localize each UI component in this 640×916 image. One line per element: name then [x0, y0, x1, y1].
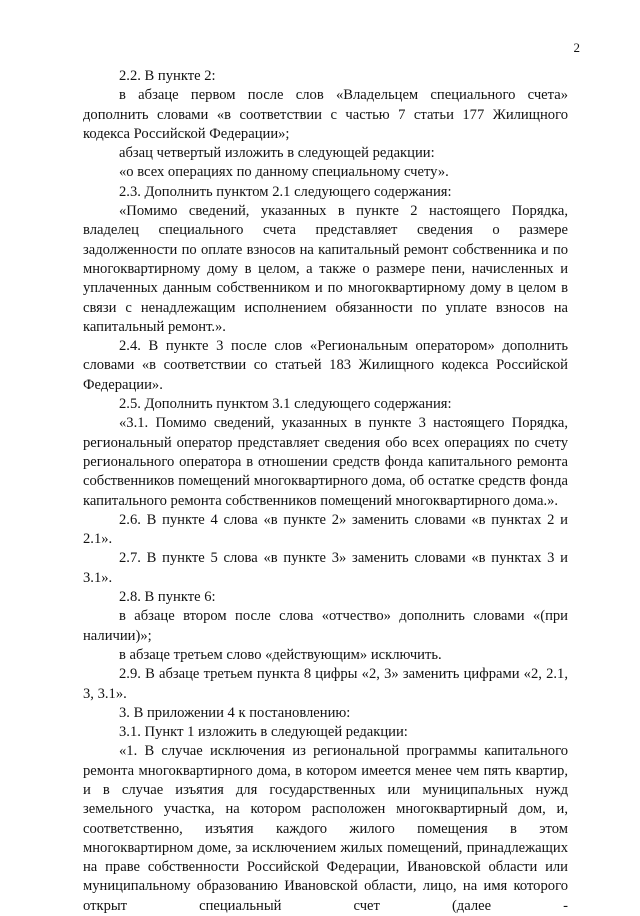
paragraph: 3.1. Пункт 1 изложить в следующей редакции:: [119, 724, 408, 741]
paragraph: 2.8. В пункте 6:: [119, 589, 216, 606]
paragraph: 2.5. Дополнить пунктом 3.1 следующего содержания:: [119, 396, 452, 413]
paragraph: 2.3. Дополнить пунктом 2.1 следующего содержания:: [119, 183, 452, 200]
paragraph: 3. В приложении 4 к постановлению:: [119, 704, 351, 721]
paragraph: 2.6. В пункте 4 слова «в пункте 2» заменить словами «в пунктах 2 и 2.1».: [83, 511, 568, 548]
paragraph: 2.2. В пункте 2:: [119, 68, 216, 84]
paragraph: 2.4. В пункте 3 после слов «Региональным оператором» дополнить словами «в соответствии со статьей 183 Жилищного кодекса Российской Федерации».: [83, 338, 568, 393]
paragraph: в абзаце втором после слова «отчество» дополнить словами «(при наличии)»;: [83, 608, 568, 644]
paragraph: в абзаце третьем слово «действующим» исключить.: [119, 646, 442, 663]
paragraph: 2.9. В абзаце третьем пункта 8 цифры «2, 3» заменить цифрами «2, 2.1, 3, 3.1».: [83, 666, 568, 702]
paragraph: «Помимо сведений, указанных в пункте 2 настоящего Порядка, владелец специального счета представляет сведения о размере задолженности по оплате взносов на капитальный ремонт собственника и по многоквартирному дому в целом, а также о размере пени, начисленных и уплаченных данным собственником и по многоквартирному дому в целом в связи с ненадлежащим исполнением обязанности по уплате взносов на капитальный ремонт.».: [83, 203, 568, 335]
page-number: 2: [573, 40, 580, 55]
paragraph: «1. В случае исключения из региональной программы капитального ремонта многоквартирного дома, в котором имеется менее чем пять квартир, и в случае изъятия для государственных или муниципальных нужд земельного участка, на котором расположен многоквартирный дом, и, соответственно, изъятия каждого жилого помещения в этом многоквартирном доме, за исключением жилых помещений, принадлежащих на праве собственности Российской Федерации, Ивановской области или муниципальному образованию Ивановской области, лицо, на имя которого открыт специальный счет (далее -: [83, 743, 568, 914]
paragraph: «3.1. Помимо сведений, указанных в пункте 3 настоящего Порядка, региональный оператор представляет сведения обо всех операциях по счету регионального оператора в отношении средств фонда капитального ремонта собственников помещений многоквартирного дома, об остатке средств фонда капитального ремонта собственников помещений многоквартирного дома.».: [83, 415, 568, 509]
paragraph: в абзаце первом после слов «Владельцем специального счета» дополнить словами «в соответствии с частью 7 статьи 177 Жилищного кодекса Российской Федерации»;: [83, 87, 568, 142]
paragraph: абзац четвертый изложить в следующей редакции:: [119, 145, 435, 162]
paragraph: 2.7. В пункте 5 слова «в пункте 3» заменить словами «в пунктах 3 и 3.1».: [83, 550, 568, 586]
document-body: [83, 67, 568, 916]
paragraph: «о всех операциях по данному специальному счету».: [119, 164, 449, 181]
